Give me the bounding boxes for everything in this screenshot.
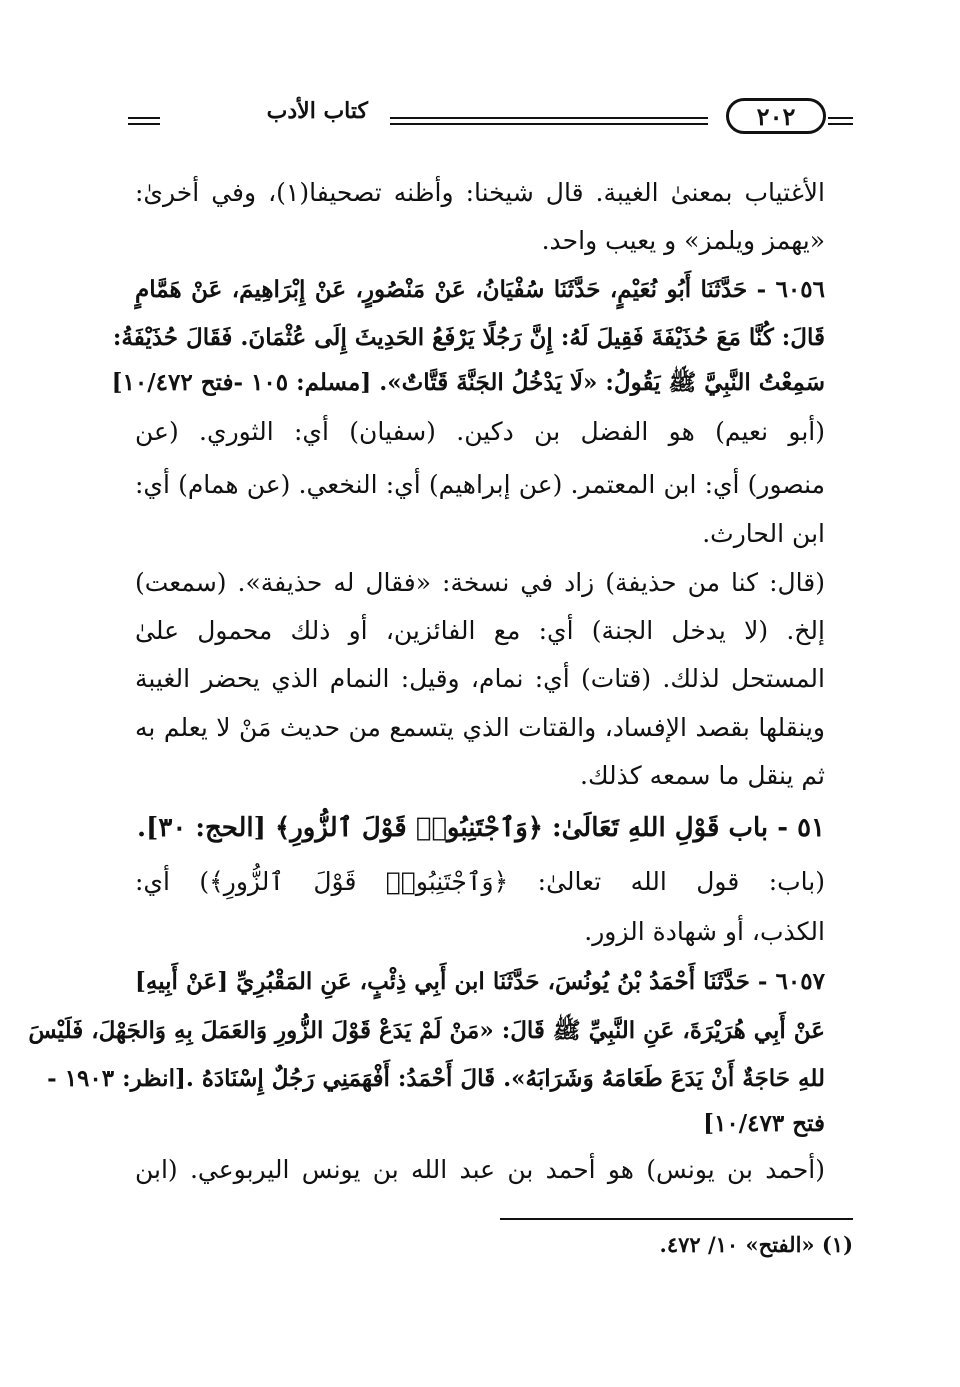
text-line: الكذب، أو شهادة الزور.	[584, 917, 825, 946]
text-line: وينقلها بقصد الإفساد، والقتات الذي يتسمع من حديث مَنْ لا يعلم به	[135, 713, 825, 742]
header-rule-middle	[390, 123, 708, 125]
header-rule-middle	[390, 117, 708, 119]
page-number	[726, 98, 826, 134]
hadith-line: قَالَ: كُنَّا مَعَ حُذَيْفَةَ فَقِيلَ لَهُ: إِنَّ رَجُلًا يَرْفَعُ الحَدِيثَ إِلَى عُثْمَانَ. فَقَالَ حُذَيْفَةُ:	[112, 324, 825, 351]
hadith-line: ٦٠٥٧ - حَدَّثَنَا أَحْمَدُ بْنُ يُونُسَ، حَدَّثَنَا ابن أَبِي ذِئْبٍ، عَنِ المَقْبُرِيِّ [عَنْ أَبِيهِ]	[135, 968, 825, 995]
text-line: (أحمد بن يونس) هو أحمد بن عبد الله بن يونس اليربوعي. (ابن	[135, 1155, 825, 1184]
header-rule-right	[828, 117, 853, 119]
hadith-line: للهِ حَاجَةٌ أَنْ يَدَعَ طَعَامَهُ وَشَرَابَهُ». قَالَ أَحْمَدُ: أَفْهَمَنِي رَجُلٌ إِسْنَادَهُ .[انظر: ١٩٠٣ -	[47, 1065, 825, 1092]
text-line: المستحل لذلك. (قتات) أي: نمام، وقيل: النمام الذي يحضر الغيبة	[135, 664, 825, 693]
text-line: «يهمز ويلمز» و يعيب واحد.	[541, 226, 825, 255]
hadith-line: ٦٠٥٦ - حَدَّثَنَا أَبُو نُعَيْمٍ، حَدَّثَنَا سُفْيَانُ، عَنْ مَنْصُورٍ، عَنْ إِبْرَاهِيمَ، عَنْ هَمَّامٍ	[135, 276, 825, 303]
hadith-line: عَنْ أَبِي هُرَيْرَةَ، عَنِ النَّبِيِّ ﷺ قَالَ: «مَنْ لَمْ يَدَعْ قَوْلَ الزُّورِ وَالعَمَلَ بِهِ وَالجَهْلَ، فَلَيْسَ	[28, 1017, 825, 1044]
text-line: منصور) أي: ابن المعتمر. (عن إبراهيم) أي: النخعي. (عن همام) أي:	[135, 470, 825, 499]
page-header	[128, 88, 853, 152]
text-line: الأغتياب بمعنىٰ الغيبة. قال شيخنا: وأظنه تصحيفا(١)، وفي أخرىٰ:	[135, 178, 825, 207]
header-rule-left-short	[128, 117, 160, 119]
text-line: إلخ. (لا يدخل الجنة) أي: مع الفائزين، أو ذلك محمول علىٰ	[135, 616, 825, 645]
text-line: (باب: قول الله تعالىٰ: ﴿وَٱجْتَنِبُوا۟ قَوْلَ ٱلزُّورِ﴾) أي:	[135, 867, 825, 896]
page-number-text: ٢٠٢	[756, 101, 796, 131]
text-line: (قال: كنا من حذيفة) زاد في نسخة: «فقال له حذيفة». (سمعت)	[135, 568, 825, 597]
text-line: ابن الحارث.	[702, 519, 825, 548]
header-rule-right	[828, 123, 853, 125]
running-title: كتاب الأدب	[266, 98, 368, 124]
text-line: ثم ينقل ما سمعه كذلك.	[580, 761, 825, 790]
text-line: (أبو نعيم) هو الفضل بن دكين. (سفيان) أي: الثوري. (عن	[135, 417, 825, 446]
footnote: (١) «الفتح» ١٠/ ٤٧٢.	[659, 1232, 853, 1257]
footnote-rule	[500, 1218, 853, 1220]
chapter-heading: ٥١ - باب قَوْلِ اللهِ تَعَالَىٰ: ﴿وَٱجْتَنِبُوا۟ قَوْلَ ٱلزُّورِ﴾ [الحج: ٣٠].	[137, 813, 825, 843]
header-rule-left-short	[128, 123, 160, 125]
hadith-line: فتح ١٠/٤٧٣]	[703, 1110, 825, 1137]
hadith-line: سَمِعْتُ النَّبِيَّ ﷺ يَقُولُ: «لَا يَدْخُلُ الجَنَّةَ قَتَّاتٌ». [مسلم: ١٠٥ -فتح ١٠/٤٧٢]	[111, 369, 825, 396]
